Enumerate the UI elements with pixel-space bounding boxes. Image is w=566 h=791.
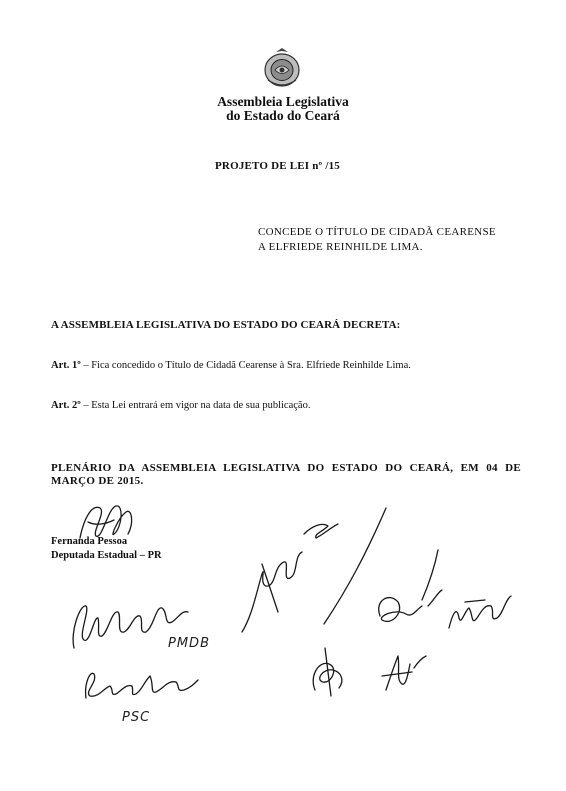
institution-name-line1: Assembleia Legislativa	[217, 94, 349, 109]
bill-summary	[258, 225, 496, 255]
bill-summary-line2: A ELFRIEDE REINHILDE LIMA.	[258, 241, 423, 253]
article-2-label: Art. 2º	[51, 400, 81, 411]
article-2	[51, 400, 310, 411]
article-1-text: – Fica concedido o Título de Cidadã Cearense à Sra. Elfriede Reinhilde Lima.	[80, 360, 411, 371]
institution-name-line2: do Estado do Ceará	[226, 108, 340, 123]
party-annotation-2: PSC	[122, 710, 151, 725]
article-1	[51, 360, 411, 371]
signatory-role: Deputada Estadual – PR	[51, 550, 162, 561]
party-annotation-1: PMDB	[168, 636, 210, 651]
signature-6	[80, 662, 200, 707]
article-1-label: Art. 1º	[51, 360, 81, 371]
signature-3	[372, 530, 452, 630]
signature-7	[305, 640, 355, 700]
enacting-clause: A ASSEMBLEIA LEGISLATIVA DO ESTADO DO CEARÁ DECRETA:	[51, 319, 401, 331]
signature-9	[410, 652, 430, 672]
bill-summary-line1: CONCEDE O TÍTULO DE CIDADÃ CEARENSE	[258, 226, 496, 238]
article-2-text: – Esta Lei entrará em vigor na data de sua publicação.	[80, 400, 311, 411]
state-seal-icon	[262, 46, 302, 90]
signature-4	[445, 588, 515, 638]
signature-2	[238, 504, 388, 644]
signature-1	[70, 498, 140, 548]
bill-title: PROJETO DE LEI nº /15	[215, 160, 340, 172]
closing-place-date: PLENÁRIO DA ASSEMBLEIA LEGISLATIVA DO ESTADO DO CEARÁ, EM 04 DE MARÇO DE 2015.	[51, 462, 521, 487]
signatory-name: Fernanda Pessoa	[51, 536, 128, 547]
